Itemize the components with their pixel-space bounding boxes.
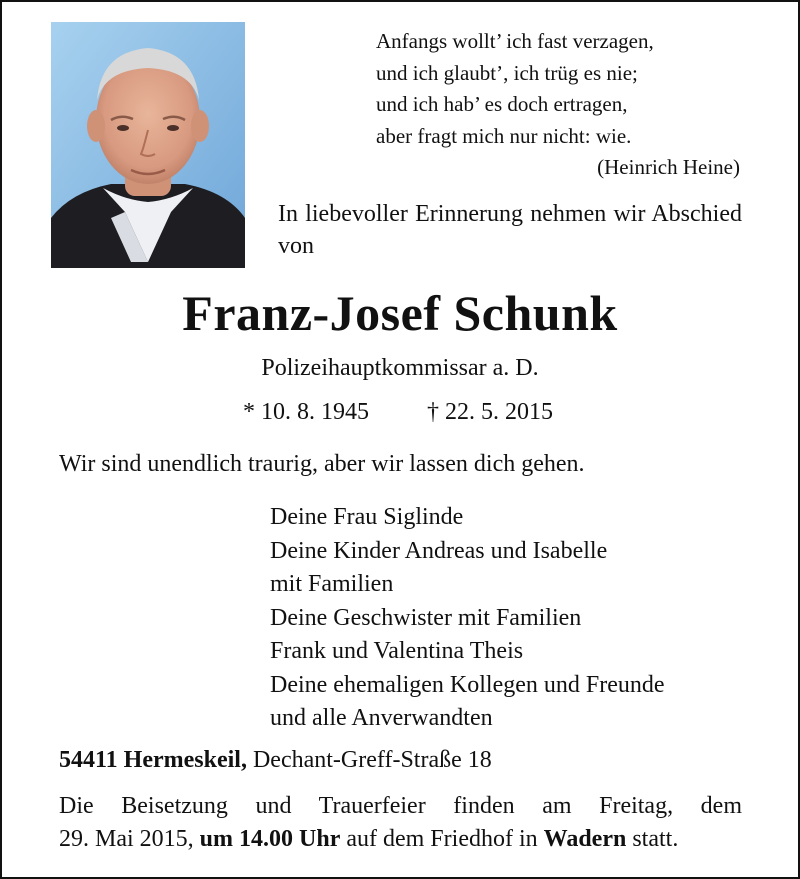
mourner-line: Deine Geschwister mit Familien: [270, 604, 582, 631]
mourner-line: und alle Anverwandten: [270, 705, 493, 731]
funeral-end: statt.: [632, 826, 679, 852]
mourner-line: Frank und Valentina Theis: [270, 638, 524, 664]
mourners-list: [270, 501, 770, 736]
funeral-middle: auf dem Friedhof in: [346, 826, 538, 852]
farewell-statement: Wir sind unendlich traurig, aber wir lassen dich gehen.: [59, 451, 585, 477]
death-date: † 22. 5. 2015: [427, 399, 553, 425]
funeral-time: um 14.00 Uhr: [199, 826, 341, 852]
deceased-title: Polizeihauptkommissar a. D.: [261, 355, 539, 381]
address-city: 54411 Hermeskeil,: [59, 747, 247, 773]
poem-author: (Heinrich Heine): [597, 155, 740, 179]
portrait-photo: [51, 22, 245, 268]
deceased-name: Franz-Josef Schunk: [182, 285, 618, 341]
poem-line: aber fragt mich nur nicht: wie.: [376, 123, 632, 148]
intro-text: In liebevoller Erinnerung nehmen wir Abschied von: [278, 201, 742, 259]
funeral-line-1: Die Beisetzung und Trauerfeier finden am Freitag, dem: [59, 793, 742, 819]
mourner-line: Deine Frau Siglinde: [270, 504, 464, 530]
portrait-illustration: [51, 22, 245, 268]
address: [59, 744, 759, 776]
funeral-notice: [59, 790, 742, 856]
funeral-place: Wadern: [543, 826, 627, 852]
poem-line: und ich hab’ es doch ertragen,: [376, 92, 628, 116]
mourner-line: Deine ehemaligen Kollegen und Freunde: [270, 671, 665, 698]
poem-line: Anfangs wollt’ ich fast verzagen,: [376, 29, 654, 53]
poem-quote: [376, 26, 746, 184]
poem-line: und ich glaubt’, ich trüg es nie;: [376, 60, 638, 85]
funeral-date: 29. Mai 2015,: [59, 826, 194, 852]
mourner-line: Deine Kinder Andreas und Isabelle: [270, 537, 608, 564]
funeral-line-2: [59, 823, 742, 856]
birth-date: * 10. 8. 1945: [243, 399, 369, 425]
address-street: Dechant-Greff-Straße 18: [252, 747, 492, 773]
mourner-line: mit Familien: [270, 571, 394, 597]
